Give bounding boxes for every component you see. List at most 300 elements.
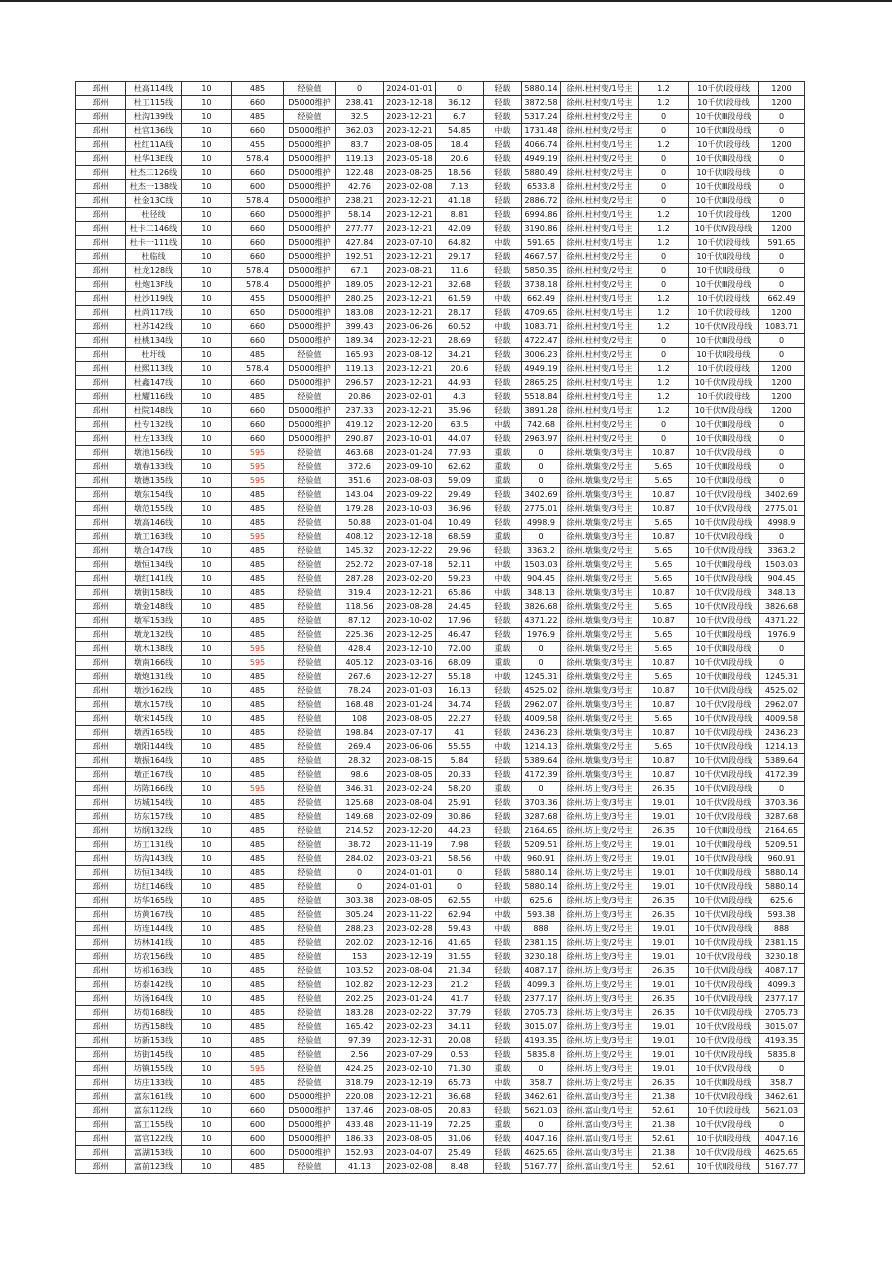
final-capacity-cell: 1200 [759,82,805,96]
date-cell: 2023-07-10 [384,236,436,250]
source-cell: D5000维护 [284,306,336,320]
rated-current-cell: 485 [232,488,284,502]
voltage-cell: 10 [182,1118,232,1132]
load-rate-cell: 25.91 [436,796,484,810]
current-cell: 399.43 [336,320,384,334]
source-cell: 经验值 [284,992,336,1006]
table-row [76,362,805,376]
line-name-cell: 墩振164线 [126,754,182,768]
voltage-cell: 10 [182,1090,232,1104]
source-cell: 经验值 [284,600,336,614]
transformer-value-cell: 5.65 [639,460,689,474]
date-cell: 2023-12-19 [384,1076,436,1090]
load-status-cell: 轻载 [484,180,522,194]
current-cell: 303.38 [336,894,384,908]
load-rate-cell: 7.98 [436,838,484,852]
busbar-cell: 10千伏Ⅰ段母线 [689,292,759,306]
load-status-cell: 中载 [484,418,522,432]
table-row [76,810,805,824]
busbar-cell: 10千伏Ⅳ段母线 [689,880,759,894]
line-name-cell: 墩沙162线 [126,684,182,698]
source-cell: 经验值 [284,572,336,586]
rated-current-cell: 660 [232,432,284,446]
load-rate-cell: 68.59 [436,530,484,544]
region-cell: 邳州 [76,1020,126,1034]
transformer-cell: 徐州.坊上变/3号主 [561,950,639,964]
table-row [76,642,805,656]
rated-current-cell: 660 [232,236,284,250]
source-cell: D5000维护 [284,320,336,334]
voltage-cell: 10 [182,558,232,572]
line-name-cell: 坊荀168线 [126,1006,182,1020]
load-rate-cell: 36.12 [436,96,484,110]
region-cell: 邳州 [76,796,126,810]
region-cell: 邳州 [76,838,126,852]
line-name-cell: 墩德135线 [126,474,182,488]
available-capacity-cell: 625.6 [522,894,561,908]
transformer-value-cell: 5.65 [639,600,689,614]
line-name-cell: 富湖153线 [126,1146,182,1160]
busbar-cell: 10千伏Ⅵ段母线 [689,684,759,698]
transformer-value-cell: 1.2 [639,404,689,418]
transformer-value-cell: 10.87 [639,768,689,782]
voltage-cell: 10 [182,180,232,194]
transformer-value-cell: 0 [639,180,689,194]
available-capacity-cell: 4047.16 [522,1132,561,1146]
transformer-value-cell: 0 [639,278,689,292]
load-status-cell: 轻载 [484,404,522,418]
available-capacity-cell: 960.91 [522,852,561,866]
voltage-cell: 10 [182,600,232,614]
load-rate-cell: 41 [436,726,484,740]
line-name-cell: 富前123线 [126,1160,182,1174]
line-name-cell: 坊街145线 [126,1048,182,1062]
load-status-cell: 轻载 [484,390,522,404]
busbar-cell: 10千伏Ⅱ段母线 [689,250,759,264]
final-capacity-cell: 0 [759,124,805,138]
rated-current-cell: 660 [232,124,284,138]
voltage-cell: 10 [182,376,232,390]
transformer-cell: 徐州.坊上变/2号主 [561,880,639,894]
rated-current-cell: 578.4 [232,264,284,278]
region-cell: 邳州 [76,306,126,320]
busbar-cell: 10千伏Ⅲ段母线 [689,152,759,166]
load-rate-cell: 62.62 [436,460,484,474]
transformer-cell: 徐州.墩集变/2号主 [561,642,639,656]
table-row [76,768,805,782]
load-status-cell: 轻载 [484,950,522,964]
voltage-cell: 10 [182,1034,232,1048]
region-cell: 邳州 [76,894,126,908]
transformer-cell: 徐州.杜村变/2号主 [561,250,639,264]
available-capacity-cell: 4525.02 [522,684,561,698]
current-cell: 346.31 [336,782,384,796]
line-name-cell: 坊纲132线 [126,824,182,838]
available-capacity-cell: 0 [522,460,561,474]
transformer-cell: 徐州.杜村变/2号主 [561,418,639,432]
source-cell: 经验值 [284,768,336,782]
date-cell: 2023-12-20 [384,418,436,432]
busbar-cell: 10千伏Ⅲ段母线 [689,334,759,348]
date-cell: 2023-12-19 [384,950,436,964]
source-cell: 经验值 [284,782,336,796]
voltage-cell: 10 [182,502,232,516]
busbar-cell: 10千伏Ⅳ段母线 [689,936,759,950]
load-status-cell: 轻载 [484,698,522,712]
line-name-cell: 杜尚117线 [126,306,182,320]
transformer-value-cell: 5.65 [639,642,689,656]
available-capacity-cell: 2436.23 [522,726,561,740]
load-rate-cell: 34.74 [436,698,484,712]
load-rate-cell: 41.18 [436,194,484,208]
current-cell: 189.34 [336,334,384,348]
source-cell: D5000维护 [284,292,336,306]
load-status-cell: 中载 [484,670,522,684]
rated-current-cell: 485 [232,628,284,642]
source-cell: D5000维护 [284,1104,336,1118]
available-capacity-cell: 2775.01 [522,502,561,516]
date-cell: 2023-07-18 [384,558,436,572]
transformer-cell: 徐州.坊上变/2号主 [561,838,639,852]
table-row [76,418,805,432]
rated-current-cell: 485 [232,894,284,908]
load-status-cell: 轻载 [484,726,522,740]
load-status-cell: 轻载 [484,278,522,292]
transformer-value-cell: 1.2 [639,390,689,404]
date-cell: 2023-01-24 [384,992,436,1006]
busbar-cell: 10千伏Ⅳ段母线 [689,544,759,558]
date-cell: 2023-12-21 [384,306,436,320]
table-row [76,124,805,138]
table-row [76,1034,805,1048]
load-status-cell: 轻载 [484,684,522,698]
load-rate-cell: 77.93 [436,446,484,460]
transformer-value-cell: 1.2 [639,236,689,250]
source-cell: D5000维护 [284,418,336,432]
line-name-cell: 墩西165线 [126,726,182,740]
source-cell: 经验值 [284,698,336,712]
rated-current-cell: 485 [232,726,284,740]
table-row [76,516,805,530]
load-rate-cell: 0 [436,866,484,880]
voltage-cell: 10 [182,768,232,782]
load-rate-cell: 20.83 [436,1104,484,1118]
transformer-cell: 徐州.坊上变/3号主 [561,782,639,796]
region-cell: 邳州 [76,222,126,236]
region-cell: 邳州 [76,670,126,684]
line-name-cell: 墩高146线 [126,516,182,530]
load-status-cell: 轻载 [484,796,522,810]
table-row [76,488,805,502]
available-capacity-cell: 3891.28 [522,404,561,418]
source-cell: 经验值 [284,642,336,656]
final-capacity-cell: 3015.07 [759,1020,805,1034]
source-cell: 经验值 [284,446,336,460]
transformer-value-cell: 1.2 [639,362,689,376]
voltage-cell: 10 [182,166,232,180]
rated-current-cell: 485 [232,824,284,838]
region-cell: 邳州 [76,908,126,922]
available-capacity-cell: 2381.15 [522,936,561,950]
transformer-cell: 徐州.坊上变/3号主 [561,1006,639,1020]
source-cell: 经验值 [284,964,336,978]
transformer-cell: 徐州.富山变/3号主 [561,1118,639,1132]
busbar-cell: 10千伏Ⅵ段母线 [689,782,759,796]
date-cell: 2023-06-26 [384,320,436,334]
transformer-value-cell: 52.61 [639,1132,689,1146]
voltage-cell: 10 [182,922,232,936]
current-cell: 98.6 [336,768,384,782]
final-capacity-cell: 904.45 [759,572,805,586]
region-cell: 邳州 [76,1132,126,1146]
table-row [76,376,805,390]
transformer-cell: 徐州.杜村变/1号主 [561,138,639,152]
busbar-cell: 10千伏Ⅲ段母线 [689,110,759,124]
table-row [76,824,805,838]
region-cell: 邳州 [76,1146,126,1160]
table-row [76,614,805,628]
rated-current-cell: 485 [232,1076,284,1090]
load-status-cell: 轻载 [484,978,522,992]
busbar-cell: 10千伏Ⅳ段母线 [689,740,759,754]
final-capacity-cell: 5835.8 [759,1048,805,1062]
region-cell: 邳州 [76,138,126,152]
available-capacity-cell: 4193.35 [522,1034,561,1048]
source-cell: D5000维护 [284,236,336,250]
rated-current-cell: 578.4 [232,194,284,208]
date-cell: 2023-12-20 [384,824,436,838]
available-capacity-cell: 3230.18 [522,950,561,964]
voltage-cell: 10 [182,446,232,460]
current-cell: 83.7 [336,138,384,152]
busbar-cell: 10千伏Ⅴ段母线 [689,1034,759,1048]
region-cell: 邳州 [76,992,126,1006]
current-cell: 372.6 [336,460,384,474]
current-cell: 214.52 [336,824,384,838]
region-cell: 邳州 [76,516,126,530]
line-name-cell: 杜临线 [126,250,182,264]
final-capacity-cell: 0 [759,110,805,124]
date-cell: 2023-07-29 [384,1048,436,1062]
final-capacity-cell: 0 [759,460,805,474]
source-cell: 经验值 [284,460,336,474]
rated-current-cell: 485 [232,754,284,768]
region-cell: 邳州 [76,124,126,138]
line-name-cell: 墩水157线 [126,698,182,712]
region-cell: 邳州 [76,614,126,628]
line-name-cell: 杜华13E线 [126,152,182,166]
transformer-value-cell: 19.01 [639,866,689,880]
region-cell: 邳州 [76,236,126,250]
busbar-cell: 10千伏Ⅳ段母线 [689,404,759,418]
source-cell: 经验值 [284,810,336,824]
source-cell: 经验值 [284,1160,336,1174]
load-rate-cell: 44.93 [436,376,484,390]
rated-current-cell: 600 [232,1118,284,1132]
load-status-cell: 轻载 [484,110,522,124]
region-cell: 邳州 [76,1090,126,1104]
region-cell: 邳州 [76,460,126,474]
date-cell: 2023-08-15 [384,754,436,768]
line-name-cell: 坊新153线 [126,1034,182,1048]
current-cell: 428.4 [336,642,384,656]
final-capacity-cell: 0 [759,194,805,208]
load-status-cell: 轻载 [484,1006,522,1020]
line-name-cell: 杜苏142线 [126,320,182,334]
busbar-cell: 10千伏Ⅰ段母线 [689,138,759,152]
final-capacity-cell: 1200 [759,306,805,320]
line-name-cell: 杜杰二126线 [126,166,182,180]
available-capacity-cell: 5880.14 [522,866,561,880]
available-capacity-cell: 0 [522,530,561,544]
line-name-cell: 墩街158线 [126,586,182,600]
rated-current-cell: 600 [232,180,284,194]
busbar-cell: 10千伏Ⅴ段母线 [689,1062,759,1076]
transformer-value-cell: 0 [639,250,689,264]
region-cell: 邳州 [76,1034,126,1048]
line-name-cell: 坊工131线 [126,838,182,852]
available-capacity-cell: 0 [522,446,561,460]
table-row [76,726,805,740]
busbar-cell: 10千伏Ⅱ段母线 [689,348,759,362]
final-capacity-cell: 3287.68 [759,810,805,824]
current-cell: 58.14 [336,208,384,222]
load-status-cell: 轻载 [484,768,522,782]
rated-current-cell: 660 [232,376,284,390]
final-capacity-cell: 0 [759,1118,805,1132]
transformer-value-cell: 26.35 [639,894,689,908]
date-cell: 2023-01-24 [384,446,436,460]
load-rate-cell: 0 [436,880,484,894]
busbar-cell: 10千伏Ⅲ段母线 [689,124,759,138]
busbar-cell: 10千伏Ⅰ段母线 [689,306,759,320]
date-cell: 2023-05-18 [384,152,436,166]
busbar-cell: 10千伏Ⅲ段母线 [689,418,759,432]
source-cell: 经验值 [284,390,336,404]
table-row [76,936,805,950]
current-cell: 0 [336,82,384,96]
transformer-cell: 徐州.墩集变/3号主 [561,586,639,600]
rated-current-cell: 600 [232,1132,284,1146]
available-capacity-cell: 2886.72 [522,194,561,208]
transformer-value-cell: 0 [639,334,689,348]
voltage-cell: 10 [182,698,232,712]
final-capacity-cell: 1200 [759,138,805,152]
date-cell: 2023-12-21 [384,404,436,418]
final-capacity-cell: 4371.22 [759,614,805,628]
current-cell: 424.25 [336,1062,384,1076]
transformer-value-cell: 19.01 [639,810,689,824]
load-status-cell: 轻载 [484,264,522,278]
date-cell: 2023-11-19 [384,838,436,852]
table-row [76,838,805,852]
load-rate-cell: 72.00 [436,642,484,656]
region-cell: 邳州 [76,1160,126,1174]
final-capacity-cell: 0 [759,418,805,432]
table-row [76,894,805,908]
load-status-cell: 轻载 [484,334,522,348]
available-capacity-cell: 5209.51 [522,838,561,852]
rated-current-cell: 485 [232,936,284,950]
source-cell: 经验值 [284,558,336,572]
rated-current-cell: 595 [232,460,284,474]
busbar-cell: 10千伏Ⅲ段母线 [689,670,759,684]
region-cell: 邳州 [76,768,126,782]
date-cell: 2023-12-25 [384,628,436,642]
voltage-cell: 10 [182,110,232,124]
load-status-cell: 轻载 [484,250,522,264]
available-capacity-cell: 0 [522,474,561,488]
table-row [76,1160,805,1174]
voltage-cell: 10 [182,530,232,544]
transformer-value-cell: 21.38 [639,1146,689,1160]
transformer-cell: 徐州.墩集变/3号主 [561,488,639,502]
table-row [76,754,805,768]
busbar-cell: 10千伏Ⅲ段母线 [689,628,759,642]
current-cell: 183.28 [336,1006,384,1020]
date-cell: 2023-12-21 [384,376,436,390]
voltage-cell: 10 [182,124,232,138]
load-rate-cell: 29.96 [436,544,484,558]
current-cell: 165.42 [336,1020,384,1034]
region-cell: 邳州 [76,96,126,110]
line-name-cell: 杜龙128线 [126,264,182,278]
available-capacity-cell: 0 [522,656,561,670]
voltage-cell: 10 [182,796,232,810]
available-capacity-cell: 2377.17 [522,992,561,1006]
date-cell: 2023-02-08 [384,1160,436,1174]
date-cell: 2023-12-21 [384,292,436,306]
line-name-cell: 墩龙132线 [126,628,182,642]
available-capacity-cell: 0 [522,1062,561,1076]
transformer-cell: 徐州.杜村变/2号主 [561,348,639,362]
load-status-cell: 轻载 [484,82,522,96]
rated-current-cell: 485 [232,600,284,614]
date-cell: 2023-12-21 [384,362,436,376]
voltage-cell: 10 [182,488,232,502]
line-name-cell: 杜沙119线 [126,292,182,306]
region-cell: 邳州 [76,488,126,502]
busbar-cell: 10千伏Ⅴ段母线 [689,1146,759,1160]
table-row [76,880,805,894]
region-cell: 邳州 [76,1062,126,1076]
busbar-cell: 10千伏Ⅵ段母线 [689,656,759,670]
voltage-cell: 10 [182,684,232,698]
table-row [76,292,805,306]
current-cell: 433.48 [336,1118,384,1132]
final-capacity-cell: 2775.01 [759,502,805,516]
rated-current-cell: 650 [232,306,284,320]
transformer-cell: 徐州.坊上变/3号主 [561,894,639,908]
load-status-cell: 轻载 [484,306,522,320]
source-cell: D5000维护 [284,1090,336,1104]
available-capacity-cell: 5835.8 [522,1048,561,1062]
voltage-cell: 10 [182,572,232,586]
load-status-cell: 中载 [484,320,522,334]
current-cell: 269.4 [336,740,384,754]
final-capacity-cell: 1503.03 [759,558,805,572]
table-row [76,264,805,278]
line-name-cell: 杜熙113线 [126,362,182,376]
line-name-cell: 富工155线 [126,1118,182,1132]
line-name-cell: 墩炮131线 [126,670,182,684]
table-row [76,992,805,1006]
line-name-cell: 墩春133线 [126,460,182,474]
source-cell: D5000维护 [284,1146,336,1160]
final-capacity-cell: 2962.07 [759,698,805,712]
rated-current-cell: 660 [232,250,284,264]
final-capacity-cell: 4172.39 [759,768,805,782]
